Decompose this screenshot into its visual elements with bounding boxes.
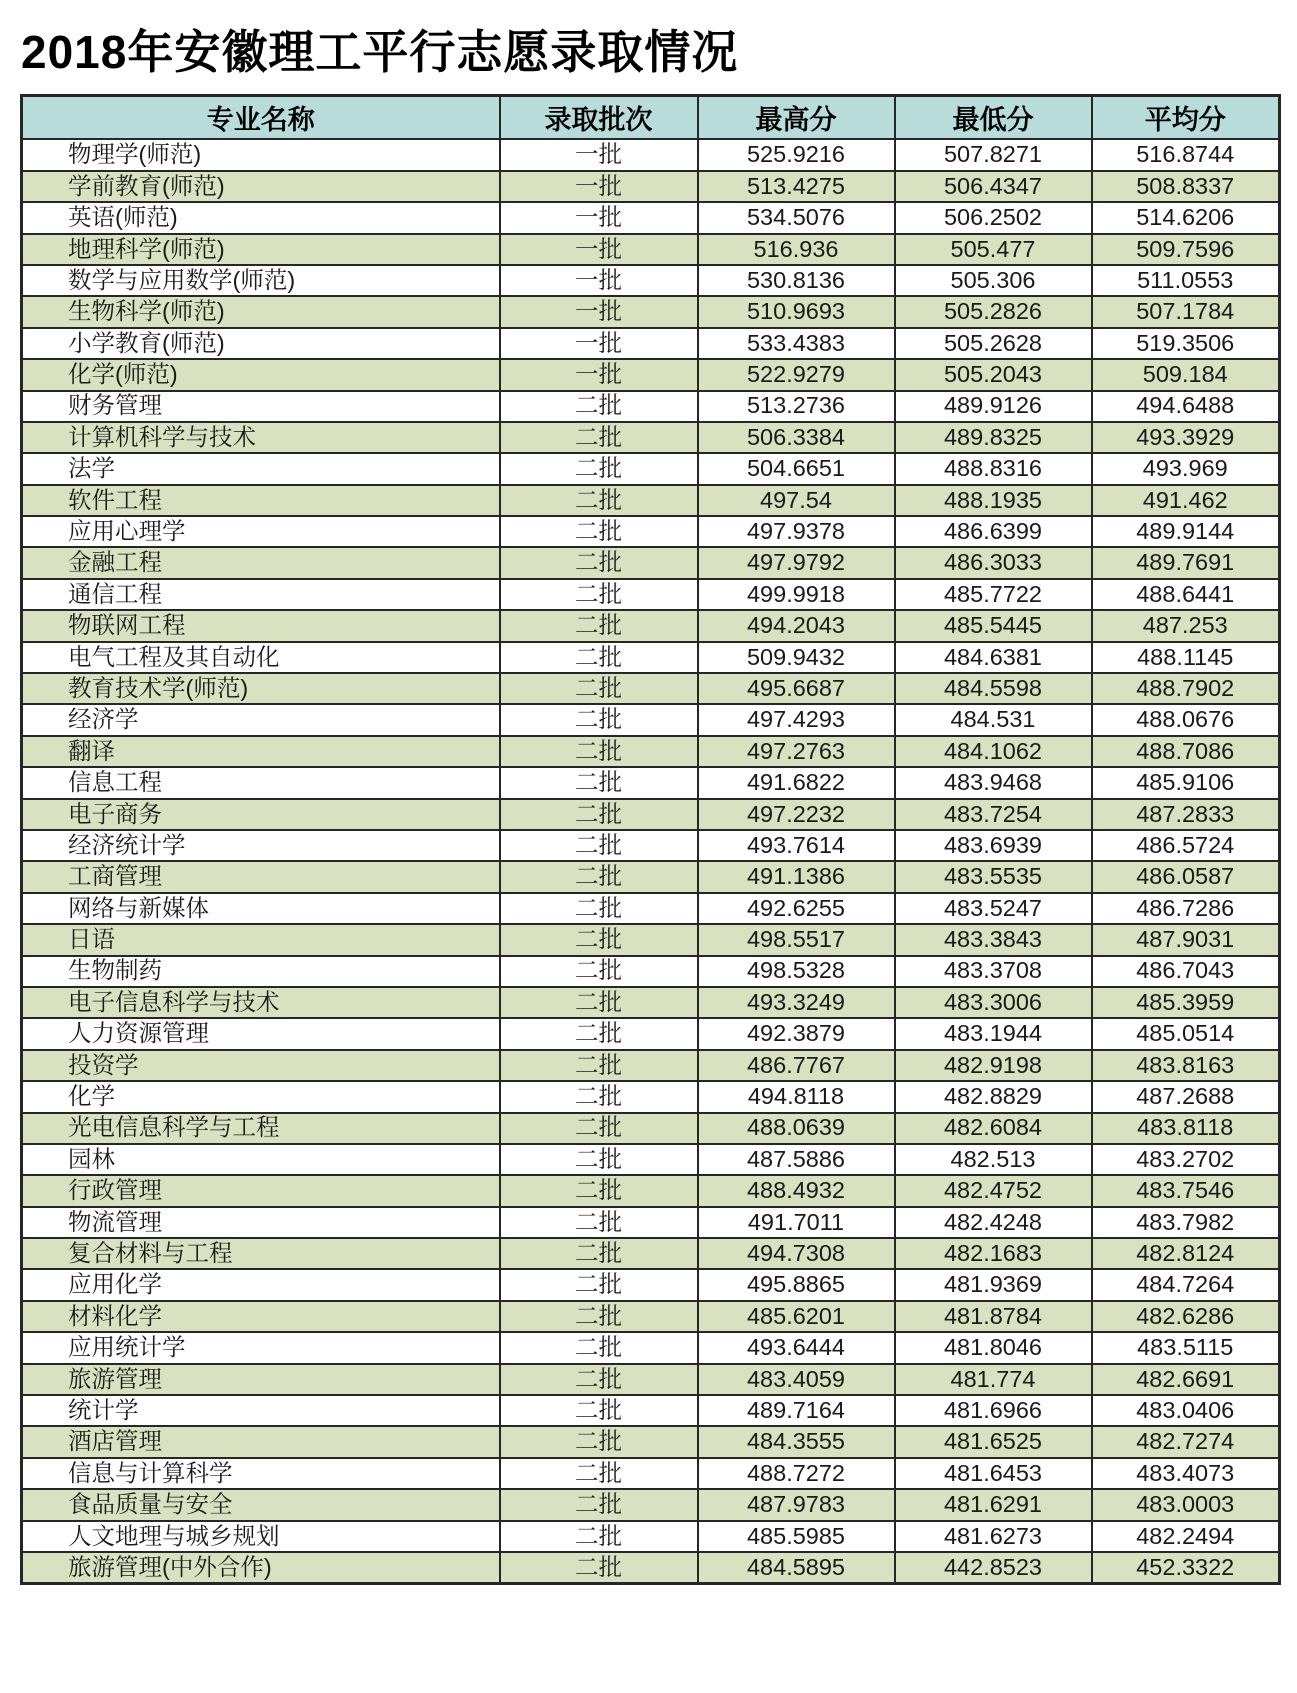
cell-major: 翻译	[22, 736, 500, 767]
table-row	[22, 704, 1280, 735]
table-row	[22, 830, 1280, 861]
cell-major: 英语(师范)	[22, 202, 500, 233]
header-row	[22, 95, 1280, 139]
cell-major: 网络与新媒体	[22, 893, 500, 924]
cell-avg-score: 508.8337	[1092, 171, 1280, 202]
cell-batch: 二批	[500, 610, 698, 641]
cell-avg-score: 485.0514	[1092, 1018, 1280, 1049]
cell-max-score: 497.54	[698, 485, 895, 516]
table-row	[22, 642, 1280, 673]
cell-major: 生物制药	[22, 956, 500, 987]
cell-min-score: 482.8829	[895, 1081, 1092, 1112]
cell-batch: 一批	[500, 359, 698, 390]
cell-batch: 一批	[500, 234, 698, 265]
cell-avg-score: 516.8744	[1092, 139, 1280, 170]
table-row	[22, 422, 1280, 453]
table-row	[22, 1301, 1280, 1332]
cell-max-score: 493.6444	[698, 1332, 895, 1363]
cell-batch: 一批	[500, 139, 698, 170]
cell-batch: 二批	[500, 704, 698, 735]
cell-batch: 二批	[500, 956, 698, 987]
cell-min-score: 481.8784	[895, 1301, 1092, 1332]
cell-min-score: 481.6525	[895, 1426, 1092, 1457]
cell-major: 酒店管理	[22, 1426, 500, 1457]
cell-major: 计算机科学与技术	[22, 422, 500, 453]
cell-min-score: 488.8316	[895, 453, 1092, 484]
cell-max-score: 525.9216	[698, 139, 895, 170]
cell-max-score: 510.9693	[698, 296, 895, 327]
table-row	[22, 1238, 1280, 1269]
column-header-major: 专业名称	[22, 95, 500, 139]
cell-avg-score: 487.2833	[1092, 799, 1280, 830]
cell-avg-score: 493.3929	[1092, 422, 1280, 453]
cell-batch: 二批	[500, 642, 698, 673]
admissions-table	[20, 94, 1281, 1585]
cell-min-score: 506.2502	[895, 202, 1092, 233]
column-header-avg: 平均分	[1092, 95, 1280, 139]
cell-avg-score: 482.6691	[1092, 1364, 1280, 1395]
cell-min-score: 484.531	[895, 704, 1092, 735]
table-row	[22, 1364, 1280, 1395]
cell-max-score: 497.9378	[698, 516, 895, 547]
cell-major: 应用化学	[22, 1269, 500, 1300]
cell-max-score: 489.7164	[698, 1395, 895, 1426]
cell-batch: 二批	[500, 736, 698, 767]
cell-min-score: 483.5535	[895, 861, 1092, 892]
table-row	[22, 359, 1280, 390]
table-row	[22, 1018, 1280, 1049]
cell-avg-score: 483.0003	[1092, 1489, 1280, 1520]
table-row	[22, 1332, 1280, 1363]
cell-max-score: 506.3384	[698, 422, 895, 453]
cell-max-score: 487.5886	[698, 1144, 895, 1175]
cell-avg-score: 494.6488	[1092, 391, 1280, 422]
cell-avg-score: 485.3959	[1092, 987, 1280, 1018]
cell-batch: 二批	[500, 1332, 698, 1363]
cell-batch: 二批	[500, 799, 698, 830]
cell-max-score: 495.6687	[698, 673, 895, 704]
cell-min-score: 484.1062	[895, 736, 1092, 767]
cell-avg-score: 493.969	[1092, 453, 1280, 484]
cell-batch: 二批	[500, 1489, 698, 1520]
cell-major: 光电信息科学与工程	[22, 1113, 500, 1144]
cell-batch: 二批	[500, 547, 698, 578]
cell-min-score: 482.4752	[895, 1175, 1092, 1206]
table-row	[22, 1113, 1280, 1144]
cell-batch: 二批	[500, 861, 698, 892]
cell-major: 食品质量与安全	[22, 1489, 500, 1520]
cell-max-score: 513.4275	[698, 171, 895, 202]
cell-max-score: 513.2736	[698, 391, 895, 422]
cell-batch: 二批	[500, 1175, 698, 1206]
cell-major: 化学	[22, 1081, 500, 1112]
cell-max-score: 495.8865	[698, 1269, 895, 1300]
cell-min-score: 481.6966	[895, 1395, 1092, 1426]
cell-max-score: 504.6651	[698, 453, 895, 484]
cell-batch: 二批	[500, 579, 698, 610]
table-row	[22, 485, 1280, 516]
cell-min-score: 483.6939	[895, 830, 1092, 861]
cell-major: 化学(师范)	[22, 359, 500, 390]
cell-max-score: 509.9432	[698, 642, 895, 673]
table-header	[22, 95, 1280, 139]
table-row	[22, 1395, 1280, 1426]
cell-avg-score: 507.1784	[1092, 296, 1280, 327]
cell-major: 行政管理	[22, 1175, 500, 1206]
cell-batch: 二批	[500, 453, 698, 484]
cell-batch: 一批	[500, 328, 698, 359]
cell-min-score: 485.7722	[895, 579, 1092, 610]
cell-batch: 二批	[500, 1018, 698, 1049]
cell-avg-score: 488.0676	[1092, 704, 1280, 735]
cell-avg-score: 483.7982	[1092, 1207, 1280, 1238]
cell-major: 信息与计算科学	[22, 1458, 500, 1489]
cell-batch: 二批	[500, 1144, 698, 1175]
cell-avg-score: 491.462	[1092, 485, 1280, 516]
cell-max-score: 485.5985	[698, 1521, 895, 1552]
cell-min-score: 486.3033	[895, 547, 1092, 578]
cell-max-score: 485.6201	[698, 1301, 895, 1332]
cell-avg-score: 486.0587	[1092, 861, 1280, 892]
cell-min-score: 484.6381	[895, 642, 1092, 673]
table-row	[22, 296, 1280, 327]
column-header-min: 最低分	[895, 95, 1092, 139]
cell-batch: 一批	[500, 202, 698, 233]
cell-max-score: 484.3555	[698, 1426, 895, 1457]
cell-batch: 二批	[500, 893, 698, 924]
cell-batch: 二批	[500, 1552, 698, 1583]
cell-major: 数学与应用数学(师范)	[22, 265, 500, 296]
cell-avg-score: 484.7264	[1092, 1269, 1280, 1300]
cell-avg-score: 509.184	[1092, 359, 1280, 390]
cell-avg-score: 483.2702	[1092, 1144, 1280, 1175]
table-row	[22, 767, 1280, 798]
cell-min-score: 481.9369	[895, 1269, 1092, 1300]
cell-batch: 二批	[500, 1458, 698, 1489]
cell-max-score: 493.3249	[698, 987, 895, 1018]
cell-major: 应用统计学	[22, 1332, 500, 1363]
cell-batch: 二批	[500, 1426, 698, 1457]
cell-major: 日语	[22, 924, 500, 955]
table-row	[22, 391, 1280, 422]
table-row	[22, 202, 1280, 233]
cell-min-score: 483.9468	[895, 767, 1092, 798]
cell-min-score: 505.2628	[895, 328, 1092, 359]
table-row	[22, 328, 1280, 359]
cell-min-score: 485.5445	[895, 610, 1092, 641]
cell-max-score: 492.6255	[698, 893, 895, 924]
table-row	[22, 610, 1280, 641]
cell-max-score: 488.7272	[698, 1458, 895, 1489]
cell-major: 通信工程	[22, 579, 500, 610]
cell-max-score: 484.5895	[698, 1552, 895, 1583]
table-row	[22, 1207, 1280, 1238]
cell-batch: 二批	[500, 924, 698, 955]
cell-batch: 二批	[500, 1207, 698, 1238]
cell-min-score: 481.774	[895, 1364, 1092, 1395]
table-row	[22, 1489, 1280, 1520]
table-row	[22, 171, 1280, 202]
cell-max-score: 494.7308	[698, 1238, 895, 1269]
cell-major: 复合材料与工程	[22, 1238, 500, 1269]
cell-min-score: 483.5247	[895, 893, 1092, 924]
cell-min-score: 505.477	[895, 234, 1092, 265]
table-row	[22, 1458, 1280, 1489]
cell-min-score: 483.1944	[895, 1018, 1092, 1049]
table-row	[22, 453, 1280, 484]
cell-avg-score: 489.7691	[1092, 547, 1280, 578]
cell-min-score: 442.8523	[895, 1552, 1092, 1583]
cell-max-score: 497.9792	[698, 547, 895, 578]
cell-major: 电气工程及其自动化	[22, 642, 500, 673]
cell-avg-score: 482.8124	[1092, 1238, 1280, 1269]
cell-major: 法学	[22, 453, 500, 484]
cell-major: 地理科学(师范)	[22, 234, 500, 265]
column-header-batch: 录取批次	[500, 95, 698, 139]
cell-max-score: 497.2763	[698, 736, 895, 767]
table-row	[22, 1521, 1280, 1552]
cell-batch: 二批	[500, 673, 698, 704]
cell-avg-score: 485.9106	[1092, 767, 1280, 798]
cell-batch: 二批	[500, 1050, 698, 1081]
cell-min-score: 482.1683	[895, 1238, 1092, 1269]
page-title: 2018年安徽理工平行志愿录取情况	[21, 26, 739, 78]
cell-min-score: 505.2043	[895, 359, 1092, 390]
cell-max-score: 491.1386	[698, 861, 895, 892]
cell-major: 物联网工程	[22, 610, 500, 641]
cell-avg-score: 509.7596	[1092, 234, 1280, 265]
cell-major: 旅游管理	[22, 1364, 500, 1395]
cell-min-score: 483.3843	[895, 924, 1092, 955]
table-row	[22, 265, 1280, 296]
cell-avg-score: 487.253	[1092, 610, 1280, 641]
table-row	[22, 1175, 1280, 1206]
cell-min-score: 481.6453	[895, 1458, 1092, 1489]
cell-avg-score: 486.5724	[1092, 830, 1280, 861]
cell-batch: 二批	[500, 1395, 698, 1426]
cell-major: 旅游管理(中外合作)	[22, 1552, 500, 1583]
table-row	[22, 924, 1280, 955]
cell-min-score: 483.7254	[895, 799, 1092, 830]
cell-avg-score: 488.6441	[1092, 579, 1280, 610]
cell-batch: 二批	[500, 1301, 698, 1332]
cell-min-score: 486.6399	[895, 516, 1092, 547]
table-row	[22, 987, 1280, 1018]
cell-max-score: 488.4932	[698, 1175, 895, 1206]
table-row	[22, 736, 1280, 767]
cell-avg-score: 483.0406	[1092, 1395, 1280, 1426]
cell-major: 电子信息科学与技术	[22, 987, 500, 1018]
cell-max-score: 533.4383	[698, 328, 895, 359]
cell-avg-score: 483.7546	[1092, 1175, 1280, 1206]
cell-major: 金融工程	[22, 547, 500, 578]
cell-min-score: 482.9198	[895, 1050, 1092, 1081]
cell-avg-score: 482.6286	[1092, 1301, 1280, 1332]
cell-batch: 二批	[500, 1521, 698, 1552]
cell-avg-score: 483.4073	[1092, 1458, 1280, 1489]
cell-major: 投资学	[22, 1050, 500, 1081]
cell-max-score: 497.2232	[698, 799, 895, 830]
cell-min-score: 506.4347	[895, 171, 1092, 202]
cell-major: 统计学	[22, 1395, 500, 1426]
table-row	[22, 579, 1280, 610]
table-row	[22, 1552, 1280, 1583]
cell-max-score: 497.4293	[698, 704, 895, 735]
cell-avg-score: 511.0553	[1092, 265, 1280, 296]
cell-avg-score: 486.7286	[1092, 893, 1280, 924]
cell-major: 教育技术学(师范)	[22, 673, 500, 704]
cell-avg-score: 486.7043	[1092, 956, 1280, 987]
cell-max-score: 488.0639	[698, 1113, 895, 1144]
cell-avg-score: 452.3322	[1092, 1552, 1280, 1583]
cell-min-score: 481.6291	[895, 1489, 1092, 1520]
cell-batch: 一批	[500, 265, 698, 296]
cell-max-score: 498.5517	[698, 924, 895, 955]
cell-max-score: 483.4059	[698, 1364, 895, 1395]
cell-avg-score: 488.7086	[1092, 736, 1280, 767]
cell-min-score: 483.3006	[895, 987, 1092, 1018]
table-row	[22, 799, 1280, 830]
cell-min-score: 482.6084	[895, 1113, 1092, 1144]
cell-avg-score: 514.6206	[1092, 202, 1280, 233]
cell-batch: 二批	[500, 1238, 698, 1269]
table-row	[22, 861, 1280, 892]
cell-max-score: 494.8118	[698, 1081, 895, 1112]
table-row	[22, 516, 1280, 547]
cell-max-score: 487.9783	[698, 1489, 895, 1520]
table-body	[22, 139, 1280, 1583]
cell-major: 物流管理	[22, 1207, 500, 1238]
cell-max-score: 486.7767	[698, 1050, 895, 1081]
cell-max-score: 499.9918	[698, 579, 895, 610]
cell-batch: 二批	[500, 422, 698, 453]
cell-major: 物理学(师范)	[22, 139, 500, 170]
cell-major: 经济统计学	[22, 830, 500, 861]
table-row	[22, 1050, 1280, 1081]
cell-min-score: 483.3708	[895, 956, 1092, 987]
cell-max-score: 494.2043	[698, 610, 895, 641]
cell-min-score: 489.9126	[895, 391, 1092, 422]
table-row	[22, 956, 1280, 987]
cell-batch: 一批	[500, 296, 698, 327]
cell-major: 应用心理学	[22, 516, 500, 547]
cell-max-score: 493.7614	[698, 830, 895, 861]
cell-batch: 二批	[500, 391, 698, 422]
table-row	[22, 139, 1280, 170]
cell-avg-score: 487.2688	[1092, 1081, 1280, 1112]
cell-major: 材料化学	[22, 1301, 500, 1332]
cell-batch: 二批	[500, 1364, 698, 1395]
cell-major: 小学教育(师范)	[22, 328, 500, 359]
cell-avg-score: 519.3506	[1092, 328, 1280, 359]
cell-batch: 二批	[500, 1081, 698, 1112]
table-row	[22, 893, 1280, 924]
cell-major: 人文地理与城乡规划	[22, 1521, 500, 1552]
cell-min-score: 484.5598	[895, 673, 1092, 704]
table-row	[22, 1081, 1280, 1112]
cell-min-score: 505.2826	[895, 296, 1092, 327]
cell-major: 软件工程	[22, 485, 500, 516]
cell-batch: 一批	[500, 171, 698, 202]
cell-max-score: 530.8136	[698, 265, 895, 296]
cell-major: 财务管理	[22, 391, 500, 422]
cell-major: 经济学	[22, 704, 500, 735]
cell-max-score: 534.5076	[698, 202, 895, 233]
cell-min-score: 489.8325	[895, 422, 1092, 453]
table-row	[22, 234, 1280, 265]
cell-max-score: 498.5328	[698, 956, 895, 987]
cell-avg-score: 489.9144	[1092, 516, 1280, 547]
cell-batch: 二批	[500, 516, 698, 547]
cell-avg-score: 488.7902	[1092, 673, 1280, 704]
cell-batch: 二批	[500, 485, 698, 516]
cell-batch: 二批	[500, 767, 698, 798]
cell-batch: 二批	[500, 987, 698, 1018]
cell-major: 园林	[22, 1144, 500, 1175]
cell-avg-score: 488.1145	[1092, 642, 1280, 673]
cell-avg-score: 482.2494	[1092, 1521, 1280, 1552]
cell-major: 生物科学(师范)	[22, 296, 500, 327]
cell-max-score: 492.3879	[698, 1018, 895, 1049]
cell-max-score: 522.9279	[698, 359, 895, 390]
cell-batch: 二批	[500, 1113, 698, 1144]
cell-major: 学前教育(师范)	[22, 171, 500, 202]
table-row	[22, 547, 1280, 578]
cell-max-score: 491.7011	[698, 1207, 895, 1238]
table-row	[22, 1426, 1280, 1457]
cell-max-score: 491.6822	[698, 767, 895, 798]
cell-major: 电子商务	[22, 799, 500, 830]
column-header-max: 最高分	[698, 95, 895, 139]
cell-batch: 二批	[500, 1269, 698, 1300]
table-row	[22, 673, 1280, 704]
cell-batch: 二批	[500, 830, 698, 861]
cell-min-score: 505.306	[895, 265, 1092, 296]
cell-avg-score: 487.9031	[1092, 924, 1280, 955]
table-row	[22, 1269, 1280, 1300]
cell-min-score: 482.4248	[895, 1207, 1092, 1238]
cell-min-score: 488.1935	[895, 485, 1092, 516]
cell-avg-score: 482.7274	[1092, 1426, 1280, 1457]
cell-min-score: 481.6273	[895, 1521, 1092, 1552]
cell-max-score: 516.936	[698, 234, 895, 265]
cell-avg-score: 483.8163	[1092, 1050, 1280, 1081]
cell-major: 信息工程	[22, 767, 500, 798]
cell-min-score: 481.8046	[895, 1332, 1092, 1363]
cell-min-score: 507.8271	[895, 139, 1092, 170]
cell-avg-score: 483.5115	[1092, 1332, 1280, 1363]
cell-avg-score: 483.8118	[1092, 1113, 1280, 1144]
cell-min-score: 482.513	[895, 1144, 1092, 1175]
cell-major: 人力资源管理	[22, 1018, 500, 1049]
cell-major: 工商管理	[22, 861, 500, 892]
table-row	[22, 1144, 1280, 1175]
